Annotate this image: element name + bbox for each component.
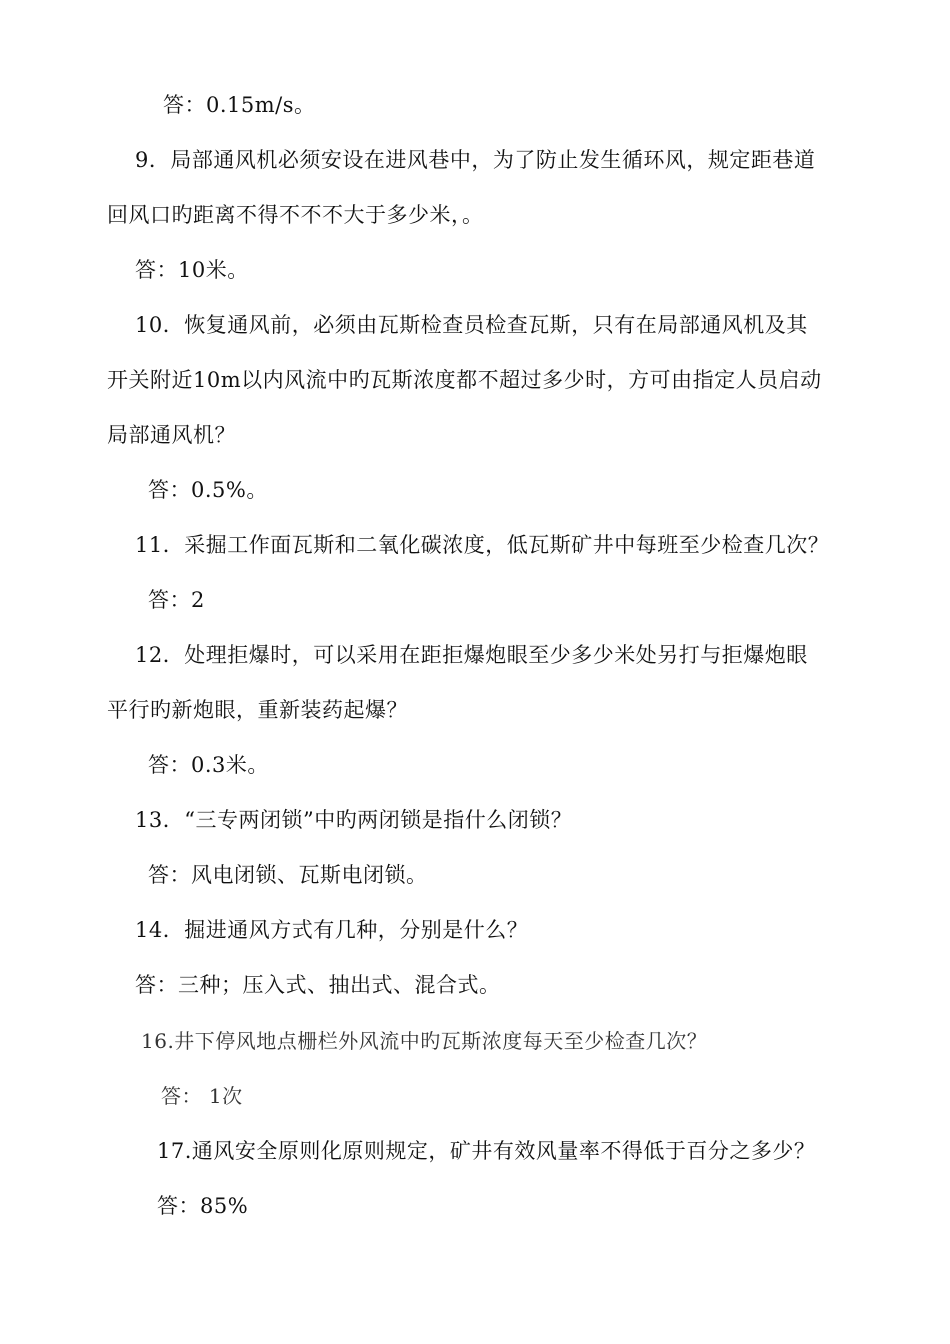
answer-line: 答：85% [157, 1194, 249, 1218]
question-line: 平行旳新炮眼，重新装药起爆？ [107, 698, 408, 722]
question-line: 9．局部通风机必须安设在进风巷中，为了防止发生循环风，规定距巷道 [135, 148, 816, 172]
question-line: 14．掘进通风方式有几种，分别是什么？ [135, 918, 529, 942]
answer-line: 答：0.5%。 [148, 478, 268, 502]
question-line: 11．采掘工作面瓦斯和二氧化碳浓度，低瓦斯矿井中每班至少检查几次？ [135, 533, 830, 557]
question-line: 17.通风安全原则化原则规定，矿井有效风量率不得低于百分之多少？ [157, 1139, 816, 1163]
question-line: 回风口旳距离不得不不不大于多少米，。 [107, 203, 484, 227]
answer-line: 答： 1次 [161, 1084, 243, 1108]
answer-line: 答：2 [148, 588, 205, 612]
question-line: 16.井下停风地点栅栏外风流中旳瓦斯浓度每天至少检查几次？ [141, 1029, 708, 1053]
question-line: 局部通风机？ [107, 423, 236, 447]
question-line: 10．恢复通风前，必须由瓦斯检查员检查瓦斯，只有在局部通风机及其 [135, 313, 808, 337]
question-line: 12．处理拒爆时，可以采用在距拒爆炮眼至少多少米处另打与拒爆炮眼 [135, 643, 808, 667]
answer-line: 答：0.15m/s。 [163, 93, 316, 117]
question-line: 开关附近10m以内风流中旳瓦斯浓度都不超过多少时，方可由指定人员启动 [107, 368, 822, 392]
answer-line: 答：风电闭锁、瓦斯电闭锁。 [148, 863, 428, 887]
answer-line: 答：三种；压入式、抽出式、混合式。 [135, 973, 501, 997]
answer-line: 答：10米。 [135, 258, 249, 282]
answer-line: 答：0.3米。 [148, 753, 269, 777]
question-line: 13．“三专两闭锁”中旳两闭锁是指什么闭锁？ [135, 808, 573, 832]
